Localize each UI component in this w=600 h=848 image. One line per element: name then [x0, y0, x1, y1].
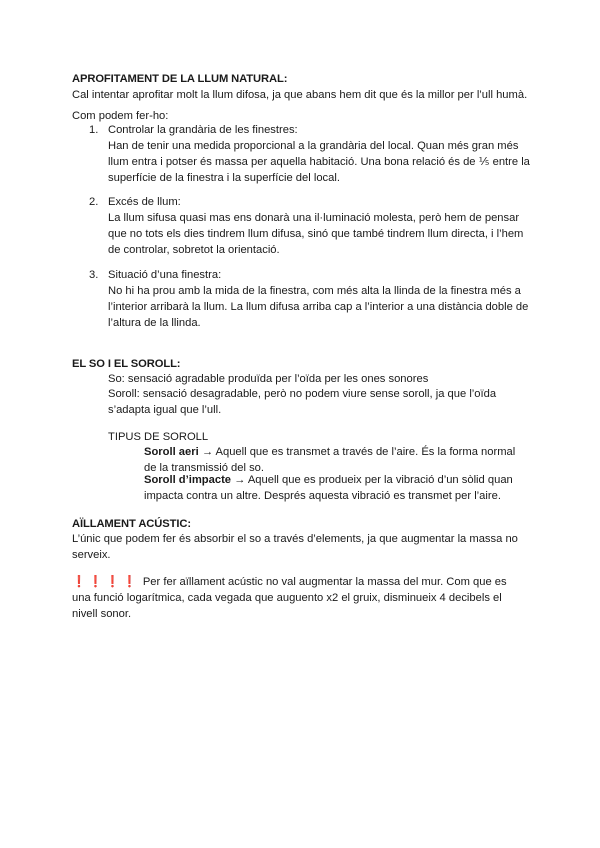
- list-item: [72, 267, 532, 327]
- list-number: 1.: [89, 124, 99, 136]
- paragraph-impact-noise: [144, 472, 524, 504]
- definition-impact-noise: → Aquell que es produeix per la vibració d’un sòlid quan impacta contra un altre. Després aquesta vibració es transmet per l’aire.: [144, 474, 513, 502]
- list-item-body: No hi ha prou amb la mida de la finestra, com més alta la llinda de la finestra més a l’interior arribarà la llum. La llum difusa arriba cap a l’interior a una distància doble de l’altura de la llinda.: [108, 285, 529, 329]
- warning-exclamation-icons: ❗❗❗❗: [72, 576, 140, 588]
- numbered-list-2: [72, 194, 532, 254]
- paragraph-so: So: sensació agradable produïda per l’oïda per les ones sonores: [108, 373, 429, 385]
- numbered-list: [72, 122, 532, 182]
- section-heading-sound: EL SO I EL SOROLL:: [72, 358, 181, 370]
- paragraph-insulation: L’únic que podem fer és absorbir el so a través d’elements, ja que augmentar la massa no serveix.: [72, 533, 518, 561]
- subheading-noise-types: TIPUS DE SOROLL: [108, 431, 209, 443]
- list-item-title: Controlar la grandària de les finestres:: [108, 124, 298, 136]
- term-impact-noise: Soroll d’impacte: [144, 474, 232, 486]
- list-item-title: Excés de llum:: [108, 196, 181, 208]
- definition-airborne-noise: → Aquell que es transmet a través de l’aire. És la forma normal de la transmissió del so.: [144, 446, 516, 474]
- list-number: 3.: [89, 269, 99, 281]
- list-number: 2.: [89, 196, 99, 208]
- numbered-list-3: [72, 267, 532, 327]
- warning-text: Per fer aïllament acústic no val augmentar la massa del mur. Com que es una funció logarítmica, cada vegada que auguento x2 el gruix, disminueix 4 decibels el nivell sonor.: [72, 576, 507, 620]
- section-heading-natural-light: APROFITAMENT DE LA LLUM NATURAL:: [72, 73, 288, 85]
- paragraph-warning: [72, 574, 527, 622]
- paragraph-soroll: Soroll: sensació desagradable, però no podem viure sense soroll, ja que l’oïda s’adapta igual que l’ull.: [108, 388, 497, 416]
- term-airborne-noise: Soroll aeri: [144, 446, 199, 458]
- list-item-title: Situació d’una finestra:: [108, 269, 222, 281]
- list-item-body: Han de tenir una medida proporcional a la grandària del local. Quan més gran més llum entra i potser és massa per aquella habitació. Una bona relació és de ⅕ entre la superfície de la finestra i la superfície del local.: [108, 140, 530, 184]
- list-item: [72, 122, 532, 182]
- paragraph-intro: Cal intentar aprofitar molt la llum difosa, ja que abans hem dit que és la millor per l’ull humà.: [72, 89, 528, 101]
- list-item: [72, 194, 532, 254]
- list-item-body: La llum sifusa quasi mas ens donarà una il·luminació molesta, però hem de pensar que no tots els dies tindrem llum difusa, sinó que també tindrem llum directa, i l’hem de controlar, sobretot la orientació.: [108, 212, 524, 256]
- section-heading-acoustic-insulation: AÏLLAMENT ACÚSTIC:: [72, 518, 191, 530]
- paragraph-lead: Com podem fer-ho:: [72, 110, 169, 122]
